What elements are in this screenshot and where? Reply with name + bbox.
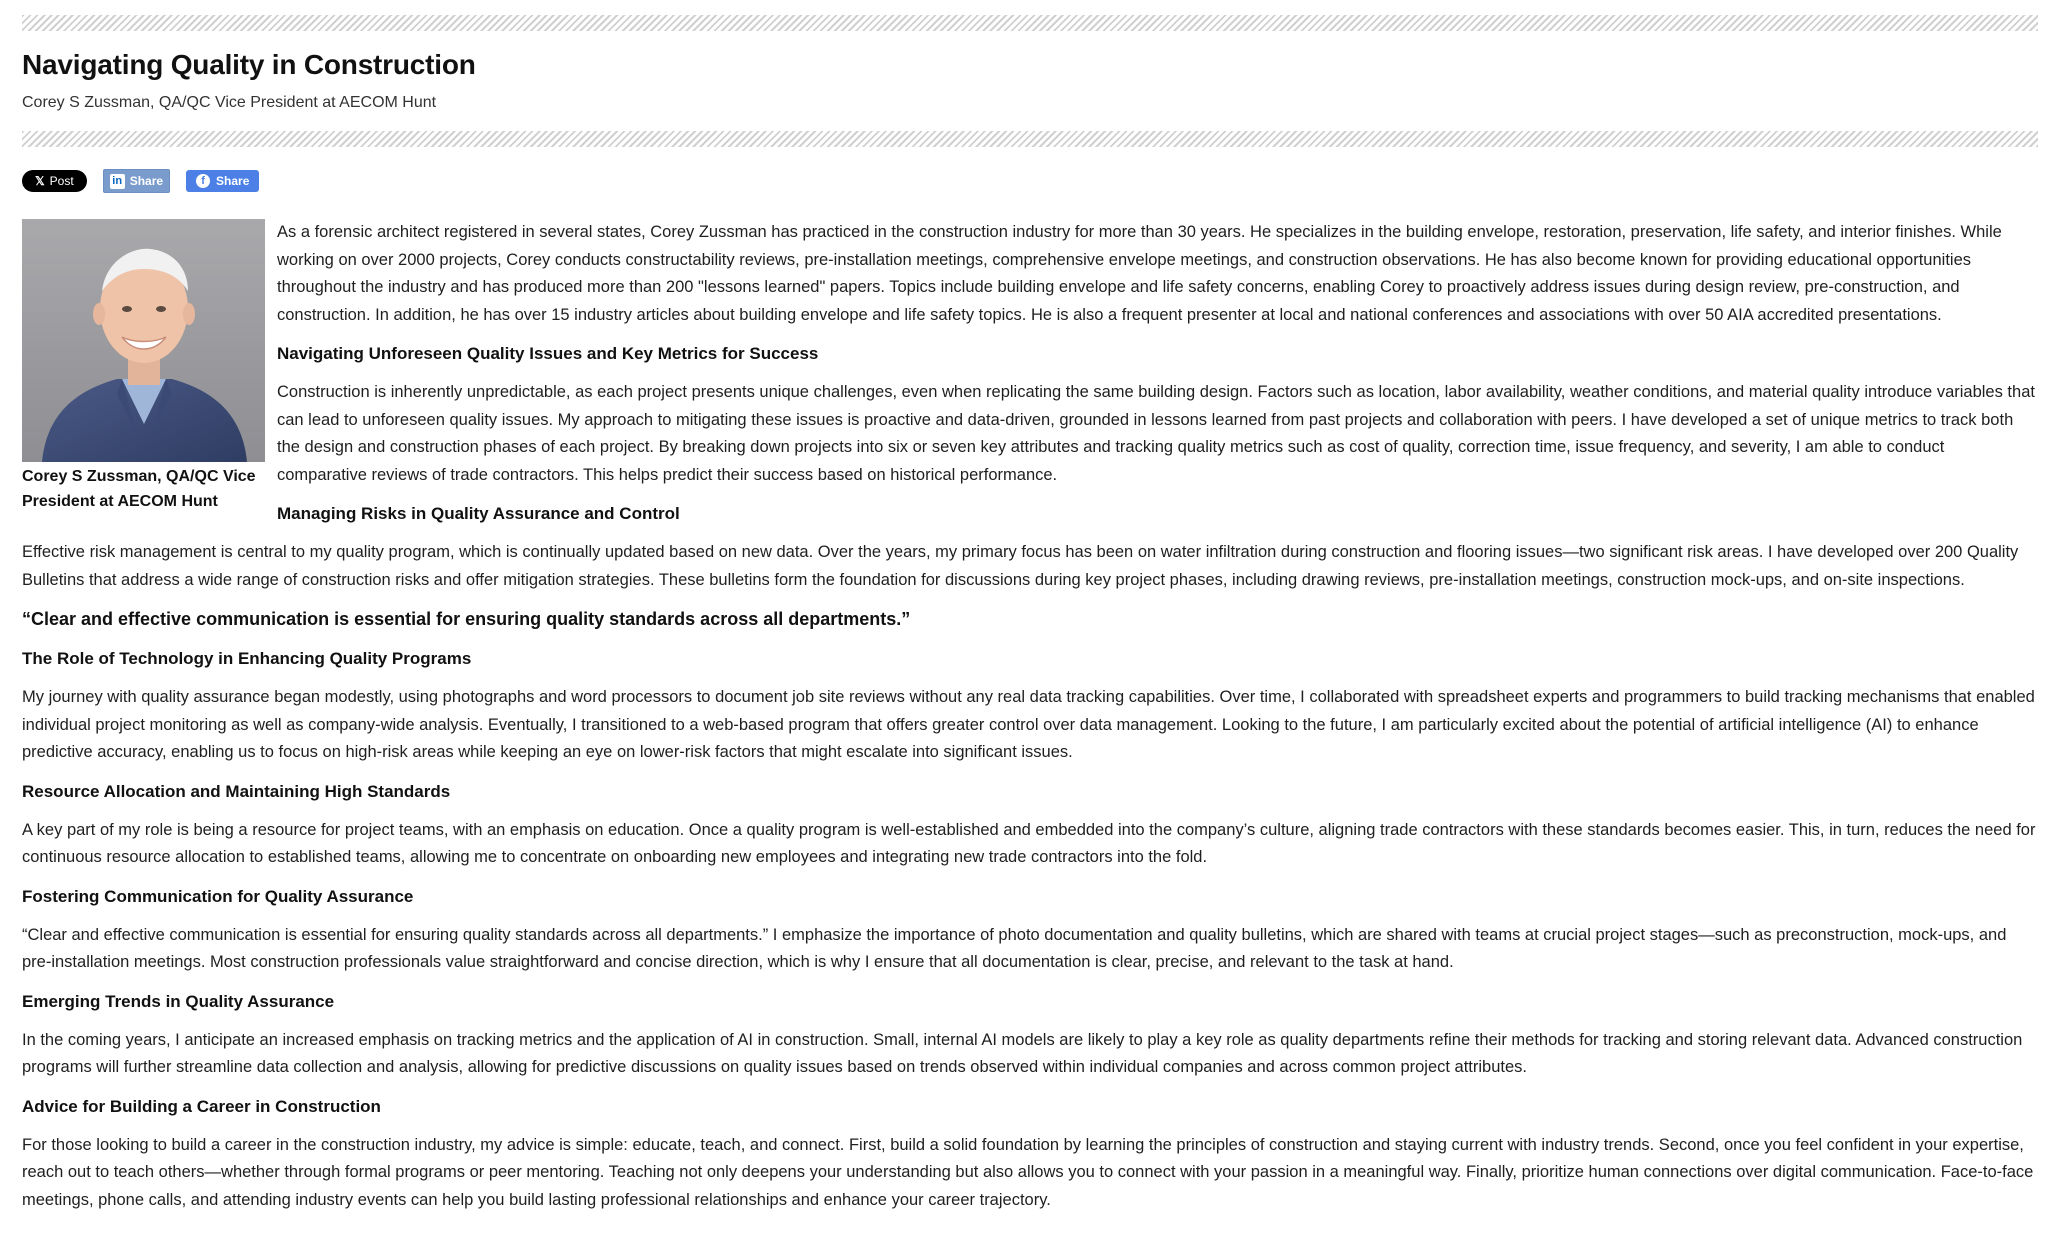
section-heading-communication: Fostering Communication for Quality Assurance bbox=[22, 886, 414, 906]
paragraph-career-advice: For those looking to build a career in the construction industry, my advice is simple: educate, teach, and connect. First, build a solid foundation by learning the principles of construction and staying current with industry trends. Second, once you feel confident in your expertise, reach out to teach others—whether through formal programs or peer mentoring. Teaching not only deepens your understanding but also allows you to connect with your passion in a meaningful way. Finally, prioritize human connections over digital communication. Face-to-face meetings, phone calls, and attending industry events can help you build lasting professional relationships and enhance your career trajectory. bbox=[22, 1135, 2034, 1209]
section-heading-resource-allocation: Resource Allocation and Maintaining High Standards bbox=[22, 781, 451, 801]
x-post-label: Post bbox=[49, 174, 74, 188]
facebook-share-label: Share bbox=[216, 174, 250, 188]
linkedin-share-label: Share bbox=[129, 174, 164, 188]
page bbox=[0, 15, 2060, 1255]
facebook-logo-icon: f bbox=[196, 174, 210, 188]
page-subtitle: Corey S Zussman, QA/QC Vice President at AECOM Hunt bbox=[22, 94, 437, 111]
facebook-share-button[interactable] bbox=[186, 170, 259, 192]
page-title: Navigating Quality in Construction bbox=[22, 49, 476, 80]
x-post-button[interactable] bbox=[22, 170, 87, 192]
section-heading-career-advice: Advice for Building a Career in Construction bbox=[22, 1096, 381, 1116]
paragraph-managing-risks: Effective risk management is central to my quality program, which is continually updated based on new data. Over the years, my primary focus has been on water infiltration during construction and flooring issues—two significant risk areas. I have developed over 200 Quality Bulletins that address a wide range of construction risks and offer mitigation strategies. These bulletins form the foundation for discussions during key project phases, including drawing reviews, pre-installation meetings, construction mock-ups, and on-site inspections. bbox=[22, 543, 2019, 589]
paragraph-resource-allocation: A key part of my role is being a resource for project teams, with an emphasis on education. Once a quality program is well-established and embedded into the company’s culture, aligning trade contractors with these standards becomes easier. This, in turn, reduces the need for continuous resource allocation to established teams, allowing me to concentrate on onboarding new employees and integrating new trade contractors into the fold. bbox=[22, 820, 2036, 866]
section-heading-unforeseen-issues: Navigating Unforeseen Quality Issues and Key Metrics for Success bbox=[277, 344, 819, 363]
section-heading-managing-risks: Managing Risks in Quality Assurance and Control bbox=[277, 504, 680, 523]
author-figure bbox=[22, 219, 265, 514]
paragraph-technology: My journey with quality assurance began modestly, using photographs and word processors to document job site reviews without any real data tracking capabilities. Over time, I collaborated with spreadsheet experts and programmers to build tracking mechanisms that enabled individual project monitoring as well as company-wide analysis. Eventually, I transitioned to a web-based program that offers greater control over data management. Looking to the future, I am particularly excited about the potential of artificial intelligence (AI) to enhance predictive accuracy, enabling us to focus on high-risk areas while keeping an eye on lower-risk factors that might escalate into significant issues. bbox=[22, 688, 2035, 761]
author-photo-caption: Corey S Zussman, QA/QC Vice President at AECOM Hunt bbox=[22, 468, 256, 510]
paragraph-unforeseen-issues: Construction is inherently unpredictable, as each project presents unique challenges, even when replicating the same building design. Factors such as location, labor availability, weather conditions, and material quality introduce variables that can lead to unforeseen quality issues. My approach to mitigating these issues is proactive and data-driven, grounded in lessons learned from past projects and collaboration with peers. I have developed a set of unique metrics to track both the design and construction phases of each project. By breaking down projects into six or seven key attributes and tracking quality metrics such as cost of quality, correction time, issue frequency, and severity, I am able to conduct comparative reviews of trade contractors. This helps predict their success based on historical performance. bbox=[277, 383, 2035, 484]
section-heading-emerging-trends: Emerging Trends in Quality Assurance bbox=[22, 991, 335, 1011]
section-heading-technology: The Role of Technology in Enhancing Quality Programs bbox=[22, 649, 472, 668]
x-logo-icon: 𝕏 bbox=[35, 174, 45, 188]
linkedin-share-button[interactable] bbox=[103, 169, 170, 193]
decorative-divider-bottom bbox=[22, 131, 2038, 147]
intro-paragraph: As a forensic architect registered in several states, Corey Zussman has practiced in the construction industry for more than 30 years. He specializes in the building envelope, restoration, preservation, life safety, and interior finishes. While working on over 2000 projects, Corey conducts constructability reviews, pre-installation meetings, comprehensive envelope meetings, and construction observations. He has also become known for providing educational opportunities throughout the industry and has produced more than 200 "lessons learned" papers. Topics include building envelope and life safety concerns, enabling Corey to proactively address issues during design review, pre-construction, and construction. In addition, he has over 15 industry articles about building envelope and life safety topics. He is also a frequent presenter at local and national conferences and associations with over 50 AIA accredited presentations. bbox=[277, 223, 2002, 324]
paragraph-communication: “Clear and effective communication is essential for ensuring quality standards across all departments.” I emphasize the importance of photo documentation and quality bulletins, which are shared with teams at crucial project stages—such as preconstruction, mock-ups, and pre-installation meetings. Most construction professionals value straightforward and concise direction, which is why I ensure that all documentation is clear, precise, and relevant to the task at hand. bbox=[22, 925, 2007, 971]
paragraph-emerging-trends: In the coming years, I anticipate an increased emphasis on tracking metrics and the application of AI in construction. Small, internal AI models are likely to play a key role as quality departments refine their methods for tracking and storing relevant data. Advanced construction programs will further streamline data collection and analysis, allowing for predictive discussions on quality issues based on trends observed within individual companies and across common project attributes. bbox=[22, 1030, 2023, 1076]
social-share-bar bbox=[22, 169, 2038, 193]
decorative-divider-top bbox=[22, 15, 2038, 31]
article-body bbox=[22, 219, 2038, 1214]
pull-quote: “Clear and effective communication is essential for ensuring quality standards across all departments.” bbox=[22, 609, 911, 629]
author-photo bbox=[22, 219, 265, 462]
linkedin-logo-icon: in bbox=[110, 174, 125, 189]
